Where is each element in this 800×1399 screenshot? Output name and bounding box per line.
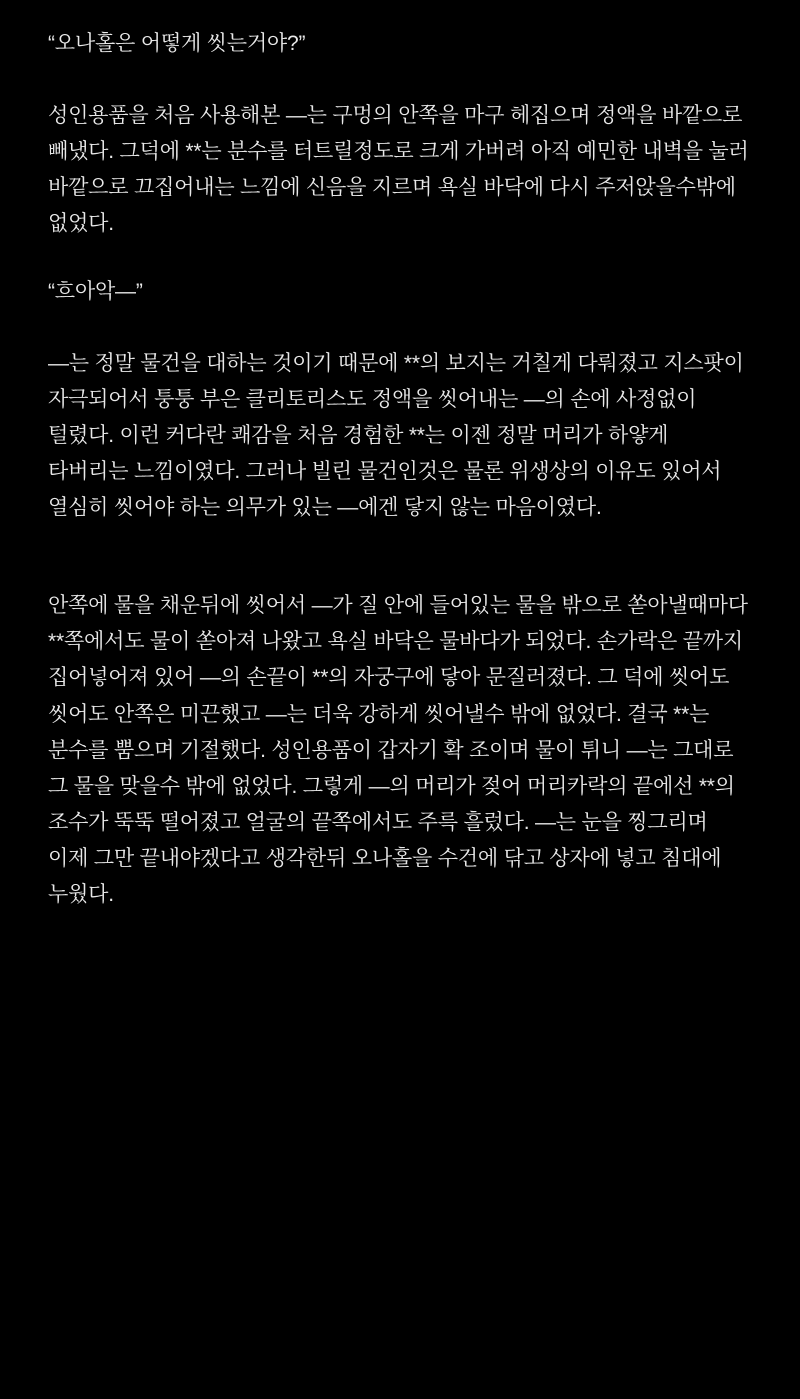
paragraph-dialog-2: “흐아악—” — [48, 279, 143, 303]
paragraph-body-3: 안쪽에 물을 채운뒤에 씻어서 —가 질 안에 들어있는 물을 밖으로 쏟아낼때마다 **쪽에서도 물이 쏟아져 나왔고 욕실 바닥은 물바다가 되었다. 손가락은 끝까지 집어넣어져 있어 —의 손끝이 **의 자궁구에 닿아 문질러졌다. 그 덕에 씻어도 씻어도 안쪽은 미끈했고 —는 더욱 강하게 씻어낼수 밖에 없었다. 결국 **는 분수를 뿜으며 기절했다. 성인용품이 갑자기 확 조이며 물이 튀니 —는 그대로 그 물을 맞을수 밖에 없었다. 그렇게 —의 머리가 젖어 머리카락의 끝에선 **의 조수가 뚝뚝 떨어졌고 얼굴의 끝쪽에서도 주륵 흘렀다. —는 눈을 찡그리며 이제 그만 끝내야겠다고 생각한뒤 오나홀을 수건에 닦고 상자에 넣고 침대에 누웠다. — [48, 594, 754, 907]
paragraph-dialog-1: “오나홀은 어떻게 씻는거야?” — [48, 32, 306, 55]
paragraph-body-1: 성인용품을 처음 사용해본 —는 구멍의 안쪽을 마구 헤집으며 정액을 바깥으로 빼냈다. 그덕에 **는 분수를 터트릴정도로 크게 가버려 아직 예민한 내벽을 눌러 바깥으로 끄집어내는 느낌에 신음을 지르며 욕실 바닥에 다시 주저앉을수밖에 없었다. — [48, 104, 755, 236]
paragraph-body-2: —는 정말 물건을 대하는 것이기 때문에 **의 보지는 거칠게 다뤄졌고 지스팟이 자극되어서 퉁퉁 부은 클리토리스도 정액을 씻어내는 —의 손에 사정없이 털렸다. 이런 커다란 쾌감을 처음 경험한 **는 이젠 정말 머리가 하얗게 타버리는 느낌이였다. 그러나 빌린 물건인것은 물론 위생상의 이유도 있어서 열심히 씻어야 하는 의무가 있는 —에겐 닿지 않는 마음이였다. — [48, 351, 750, 520]
